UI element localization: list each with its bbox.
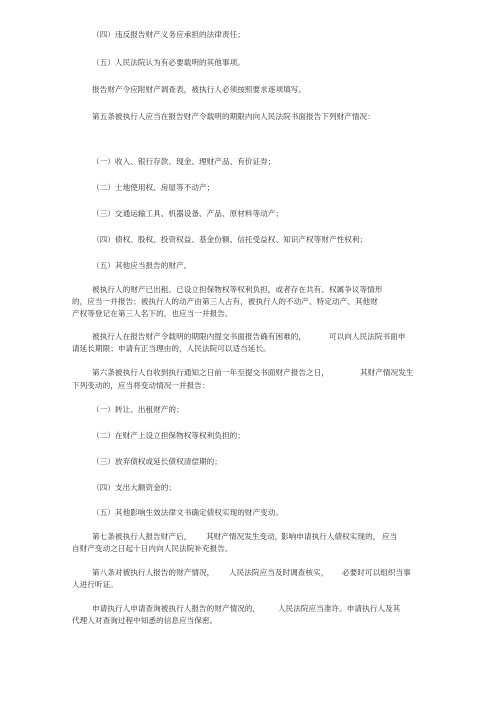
- list-item-3: （三）交通运输工具、机器设备、产品、原材料等动产；: [92, 209, 284, 218]
- list-item-2: （二）在财产上设立担保物权等权利负担的；: [92, 431, 245, 440]
- paragraph-line: 产权等登记在第三人名下的，也应当一并报告。: [72, 309, 233, 318]
- list-item-2: （二）土地使用权、房屋等不动产；: [92, 183, 215, 192]
- list-item-5: （五）人民法院认为有必要载明的其他事项。: [92, 58, 245, 67]
- paragraph-line: 请延长期限；申请有正当理由的，人民法院可以适当延长。: [72, 344, 271, 353]
- list-item-1: （一）收入、银行存款、现金、理财产品、有价证券；: [92, 157, 276, 166]
- list-item-4b: （四）债权、股权、投资权益、基金份额、信托受益权、知识产权等财产性权利；: [92, 235, 368, 244]
- paragraph-line: 可以向人民法院书面申: [329, 332, 406, 341]
- paragraph-line: 其财产情况发生变动，: [206, 532, 283, 541]
- paragraph-line: 被执行人在报告财产令载明的期限内提交书面报告确有困难的，: [92, 332, 307, 341]
- list-item-3: （三）放弃债权或延长债权清偿期的；: [92, 457, 222, 466]
- paragraph-line: 申请执行人申请查询被执行人报告的财产情况的，: [92, 604, 261, 613]
- list-item-1: （一）转让、出租财产的；: [92, 405, 184, 414]
- article-5-heading: 第五条被执行人应当在报告财产令载明的期限内向人民法院书面报告下列财产情况：: [92, 112, 375, 121]
- paragraph-line: 下列变动的，应当将变动情况一并报告：: [72, 381, 210, 390]
- paragraph-line: 被执行人的财产已出租、已设立担保物权等权利负担，或者存在共有、权属争议等情形: [92, 285, 383, 294]
- paragraph-line: 人民法院应当及时调查核实，: [229, 568, 329, 577]
- paragraph-line: 其财产情况发生: [360, 368, 414, 377]
- paragraph-line: 报告财产令应附财产调查表，被执行人必须按照要求逐项填写。: [92, 85, 307, 94]
- paragraph-line: 自财产变动之日起十日内向人民法院补充报告。: [72, 544, 233, 553]
- article-7-heading: 第七条被执行人报告财产后，: [92, 532, 192, 541]
- list-item-5: （五）其他影响生效法律文书确定债权实现的财产变动。: [92, 508, 284, 517]
- paragraph-line: 人进行听证。: [72, 580, 118, 589]
- article-8-heading: 第八条对被执行人报告的财产情况，: [92, 568, 215, 577]
- paragraph-line: 的，应当一并报告；被执行人的动产由第三人占有，被执行人的不动产、特定动产、其他财: [72, 297, 378, 306]
- list-item-5b: （五）其他应当报告的财产。: [92, 261, 192, 270]
- paragraph-line: 影响申请执行人债权实现的，: [281, 532, 381, 541]
- article-6-heading: 第六条被执行人自收到执行通知之日前一年至提交书面财产报告之日，: [92, 368, 329, 377]
- paragraph-line: 人民法院应当准许。申请执行人及其: [278, 604, 401, 613]
- list-item-4: （四）违反报告财产义务应承担的法律责任；: [92, 30, 245, 39]
- paragraph-line: 应当: [382, 532, 398, 541]
- paragraph-line: 代理人对查询过程中知悉的信息应当保密。: [72, 616, 218, 625]
- list-item-4: （四）支出大额资金的；: [92, 483, 177, 492]
- paragraph-line: 必要时可以组织当事: [342, 568, 411, 577]
